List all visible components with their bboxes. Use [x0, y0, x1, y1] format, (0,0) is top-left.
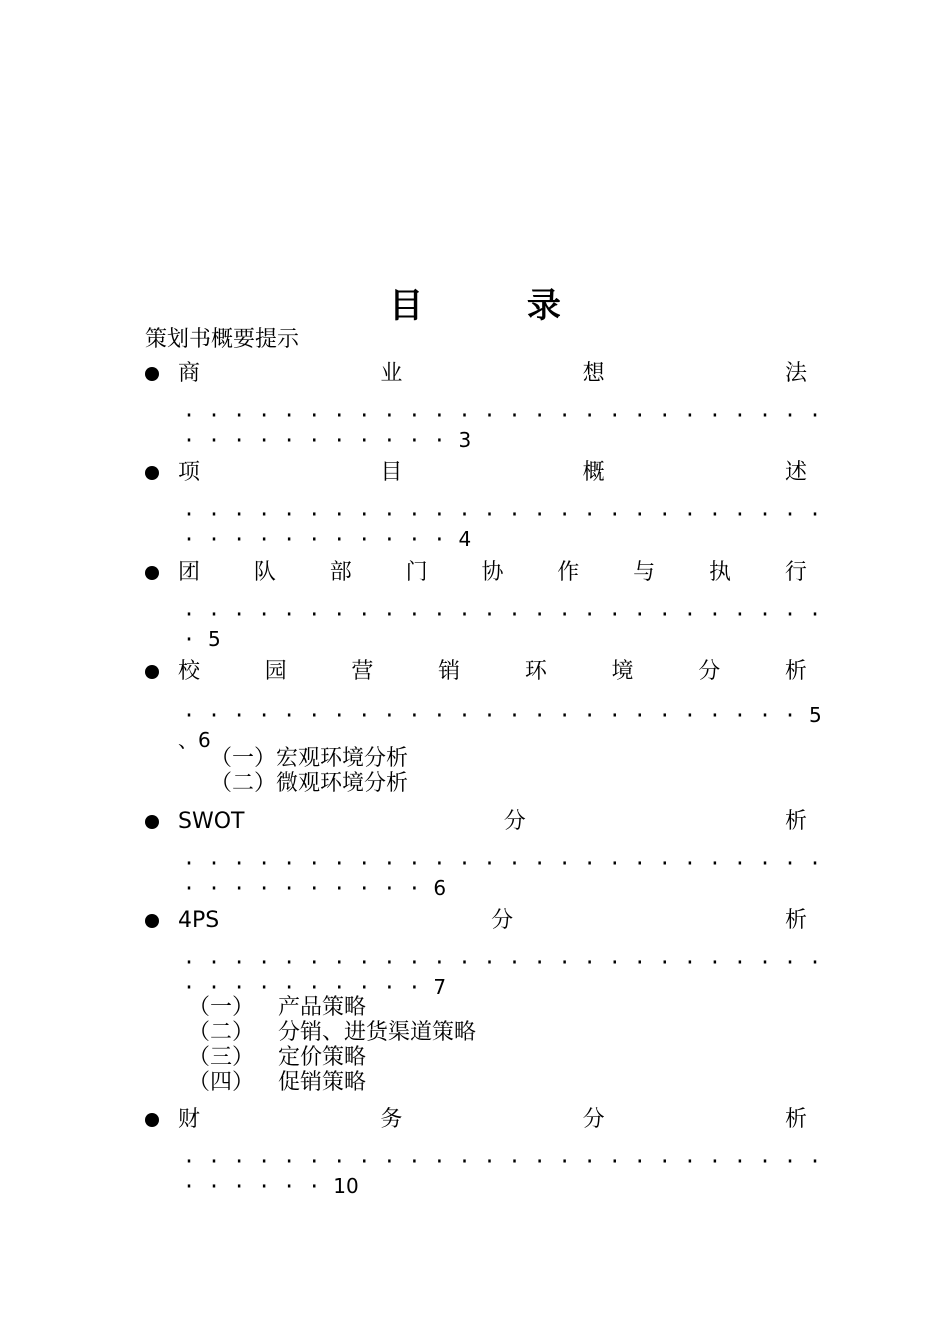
entry-heading: 财 务 分 析: [178, 1107, 807, 1132]
entry-heading: 校 园 营 销 环 境 分 析: [178, 659, 807, 684]
toc-entry-business-idea[interactable]: [145, 360, 835, 452]
page-number: 7: [433, 975, 447, 999]
bullet-icon: [145, 566, 159, 580]
dot-leader-page: ···········4: [183, 527, 472, 551]
dot-leader: ··························: [183, 602, 835, 626]
bullet-icon: [145, 914, 159, 928]
toc-entry-swot[interactable]: [145, 808, 835, 900]
entry-heading: 团 队 部 门 协 作 与 执 行: [178, 560, 807, 585]
page-number: 3: [458, 428, 472, 452]
toc-entry-4ps[interactable]: [145, 907, 835, 999]
toc-entry-finance[interactable]: [145, 1106, 835, 1198]
subsection-promotion[interactable]: （四） 促销策略: [188, 1070, 367, 1095]
dot-leader-page: ·5: [183, 627, 221, 651]
dot-leader-page: ······10: [183, 1174, 359, 1198]
subsection-product[interactable]: （一） 产品策略: [188, 995, 367, 1020]
page-number: 5: [208, 627, 221, 651]
bullet-icon: [145, 466, 159, 480]
subsection-micro-env[interactable]: （二）微观环境分析: [210, 771, 409, 796]
dot-leader: ··························: [183, 950, 835, 974]
toc-entry-project-overview[interactable]: [145, 459, 835, 551]
page-number-continued: 、6: [178, 728, 211, 752]
toc-entry-campus-env[interactable]: [145, 658, 822, 752]
dot-leader-page: ·························5: [183, 703, 822, 727]
entry-heading: 商 业 想 法: [178, 361, 807, 386]
subsection-macro-env[interactable]: （一）宏观环境分析: [210, 746, 409, 771]
dot-leader: ··························: [183, 851, 835, 875]
dot-leader-page: ···········3: [183, 428, 472, 452]
subsection-distribution[interactable]: （二） 分销、进货渠道策略: [188, 1020, 477, 1045]
toc-entry-team-collab[interactable]: [145, 559, 835, 651]
page-number: 6: [433, 876, 447, 900]
bullet-icon: [145, 367, 159, 381]
page-number: 10: [333, 1174, 359, 1198]
dot-leader-page: ··········7: [183, 975, 447, 999]
subsection-pricing[interactable]: （三） 定价策略: [188, 1045, 367, 1070]
entry-heading: 4PS 分 析: [178, 908, 807, 933]
dot-leader: ··························: [183, 403, 835, 427]
entry-heading: SWOT 分 析: [178, 809, 807, 834]
bullet-icon: [145, 1113, 159, 1127]
dot-leader-page: ··········6: [183, 876, 447, 900]
bullet-icon: [145, 665, 159, 679]
page-number: 5: [809, 703, 822, 727]
entry-heading: 项 目 概 述: [178, 460, 807, 485]
toc-title: 目 录: [389, 286, 607, 326]
dot-leader: ··························: [183, 502, 835, 526]
page-number: 4: [458, 527, 472, 551]
bullet-icon: [145, 815, 159, 829]
toc-intro: 策划书概要提示: [145, 327, 300, 352]
dot-leader: ··························: [183, 1149, 835, 1173]
